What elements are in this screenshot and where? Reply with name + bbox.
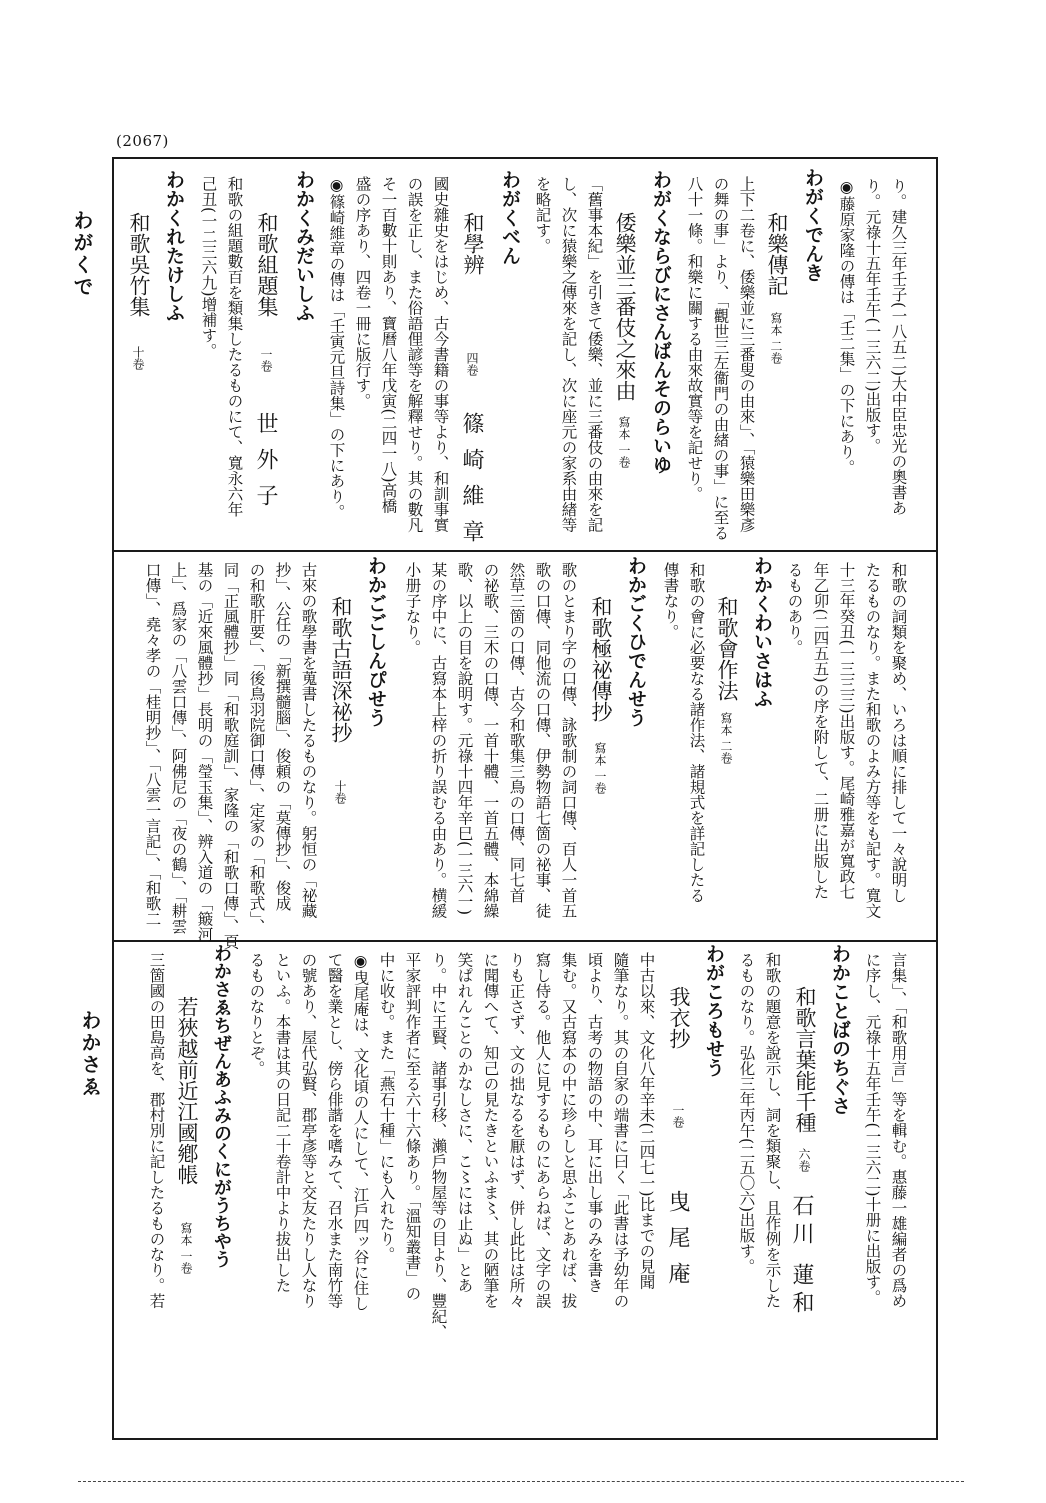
entry-author: 石川 蓮和 — [789, 1194, 814, 1319]
entry-volumes: 寫本 一卷 — [617, 416, 631, 468]
running-head-lower: わかさゑ — [78, 1010, 102, 1098]
entry-title: 和歌會作法 — [715, 596, 739, 701]
body-line: 和歌の組題數百を類集したるものにて、寬永六年 — [225, 176, 244, 517]
body-line: を略記す。 — [533, 176, 552, 254]
body-line: 歌、以上の目を說明す。元祿十四年辛巳(一三六一) — [455, 562, 474, 916]
entry-headword: わかくわいさはふ — [751, 556, 773, 708]
entry-headword: わかごごしんぴせう — [365, 556, 387, 727]
body-line: 歌の口傳、同他流の口傳、伊勢物語七箇の祕事、徒 — [533, 562, 552, 919]
body-line: の誤を正し、また俗語俚諺等を解釋せり。其の數凡 — [405, 176, 424, 533]
entry-volumes: 寫本 一卷 — [593, 742, 607, 794]
body-line: の舞の事」より、「觀世三左衞門の由緖の事」に至る — [711, 176, 730, 541]
entry-headword: わがころもせう — [703, 944, 725, 1077]
entry-volumes: 一卷 — [259, 348, 273, 372]
bottom-rule — [78, 1481, 964, 1482]
body-line: 國史雜史をはじめ、古今書籍の事等より、和訓事實 — [431, 176, 450, 533]
body-line: 小册子なり。 — [403, 562, 422, 655]
body-line: 言集」、「和歌用言」等を輯む。惠藤一雄編者の爲め — [889, 952, 908, 1309]
entry-title: 倭樂並三番伎之來由 — [613, 212, 637, 401]
body-line: 年乙卯(二四五五)の序を附して、二册に出版した — [811, 562, 830, 900]
body-line: り。元祿十五年壬午(一三六二)出版す。 — [863, 178, 882, 454]
body-line: ◉藤原家隆の傳は「壬二集」の下にあり。 — [837, 178, 856, 475]
body-line: 隨筆なり。其の自家の端書に曰く「此書は予幼年の — [611, 952, 630, 1309]
body-line: 集む。又古寫本の中に珍らしと思ふことあれば、拔 — [559, 952, 578, 1309]
entry-title: 和歌古語深祕抄 — [329, 596, 353, 743]
body-line: の和歌肝要」、「後鳥羽院御口傳」、定家の「和歌式」、 — [247, 562, 266, 934]
body-line: といふ。本書は其の日記二十卷計中より拔出した — [273, 952, 292, 1293]
body-line: 歌のとまり字の口傳、詠歌制の詞口傳、百人一首五 — [559, 562, 578, 919]
entry-title: 和樂傳記 — [765, 212, 789, 296]
body-line: 盛の序あり、四卷一冊に版行す。 — [353, 176, 372, 409]
entry-title: 和學辨 — [461, 212, 485, 275]
entry-title: 和歌言葉能千種 — [793, 986, 817, 1133]
entry-headword: わがくならびにさんばんそのらいゆ — [650, 170, 672, 474]
body-line: 和歌の題意を說示し、詞を類聚し、且作例を示した — [763, 952, 782, 1309]
body-line: 上下二卷に、倭樂並に三番叟の由來」、「猿樂田樂彥 — [737, 176, 756, 533]
body-line: 寫し侍る。他人に見するものにあらねば、文字の誤 — [533, 952, 552, 1309]
page-number: (2067) — [116, 132, 169, 150]
entry-volumes: 寫本 二卷 — [719, 712, 733, 764]
body-line: 傳書なり。 — [661, 562, 680, 640]
entry-title: 我衣抄 — [667, 986, 691, 1049]
body-line: 某の序中に、古寫本上梓の折り誤むる由あり。横緩 — [429, 562, 448, 919]
body-line: 十三年癸丑(一三三三)出版す。尾崎雅嘉が寬政七 — [837, 562, 856, 900]
body-line: に聞傳へて、知己の見たきといふま〻、其の陋筆を — [481, 952, 500, 1309]
entry-headword: わがくでんき — [802, 168, 824, 282]
body-line: るものなり。弘化三年丙午(二五〇六)出版す。 — [737, 952, 756, 1275]
entry-headword: わかことばのちぐさ — [829, 944, 851, 1115]
body-line: 抄」、公任の「新撰髓腦」、俊頼の「莫傳抄」、俊成 — [273, 562, 292, 911]
body-line: 同「正風體抄」同「和歌庭訓」、家隆の「和歌口傳」、頁 — [221, 562, 240, 950]
body-line: 口傳」、堯々孝の「桂明抄」、「八雲一言記」、「和歌二 — [143, 562, 162, 927]
running-head-upper: わがくで — [70, 210, 94, 298]
body-line: り。建久三年壬子(一八五二)大中臣忠光の奧書あ — [889, 178, 908, 516]
entry-headword: わかくれたけしふ — [163, 170, 185, 322]
body-line: 和歌の會に必要なる諸作法、諸規式を詳記したる — [687, 562, 706, 903]
body-line: し、次に猿樂之傳來を記し、次に座元の家系由緖等 — [559, 176, 578, 533]
body-line: ◉篠崎維章の傳は「壬寅元旦詩集」の下にあり。 — [327, 176, 346, 520]
entry-volumes: 十卷 — [333, 780, 347, 804]
section-divider — [113, 550, 937, 552]
body-line: 己丑(一二三六九)增補す。 — [199, 176, 218, 359]
entry-title: 和歌吳竹集 — [127, 212, 151, 317]
body-line: 頃より、古考の物語の中、耳に出し事のみを書き — [585, 952, 604, 1293]
entry-title: 和歌組題集 — [255, 212, 279, 317]
body-line: 中に收む。また「燕石十種」にも入れたり。 — [377, 952, 396, 1262]
body-line: 古來の歌學書を蒐書したるものなり。躬恒の「祕藏 — [299, 562, 318, 919]
body-line: ◉曳尾庵は、文化頃の人にして、江戶四ッ谷に住し — [351, 952, 370, 1311]
body-line: に序し、元祿十五年壬午(一三六二)十册に出版す。 — [863, 952, 882, 1306]
entry-headword: わかごくひでんせう — [625, 556, 647, 727]
entry-title: 若狹越前近江國鄕帳 — [175, 996, 199, 1185]
entry-volumes: 四卷 — [465, 352, 479, 376]
body-line: 和歌の詞類を聚め、いろは順に排して一々說明し — [889, 562, 908, 903]
body-line: たるものなり。また和歌のよみ方等をも記す。寬文 — [863, 562, 882, 919]
entry-headword: わかくみだいしふ — [293, 170, 315, 322]
entry-author: 世外子 — [253, 412, 278, 520]
body-line: 笑ぱれんことのかなしさに、こ〻には止ぬ」とあ — [455, 952, 474, 1293]
entry-volumes: 一卷 — [671, 1104, 685, 1128]
body-line: そ一百數十則あり、寶曆八年戊寅(二四一八)高橋 — [379, 176, 398, 514]
body-line: 然草三箇の口傳、古今和歌集三鳥の口傳、同七首 — [507, 562, 526, 903]
body-line: 三箇國の田島高を、郡村別に記したるものなり。若 — [147, 952, 166, 1309]
body-line: り。中に王賢、諸事引移、瀨戶物屋等の目より、豐紀、 — [429, 952, 448, 1340]
entry-headword: わがくべん — [499, 170, 521, 265]
body-line: の號あり、屋代弘賢、郡亭彥等と交友たりし人なり — [299, 952, 318, 1309]
body-line: 中古以來、文化八年辛未(二四七一)比までの見聞 — [637, 952, 656, 1290]
entry-headword: わかさゑちぜんあふみのくにがうちやう — [211, 944, 232, 1268]
entry-volumes: 六卷 — [797, 1148, 811, 1172]
entry-author: 篠崎維章 — [459, 412, 484, 556]
entry-volumes: 十卷 — [131, 346, 145, 370]
body-line: るものなりとぞ。 — [247, 952, 266, 1076]
entry-volumes: 寫本 二卷 — [769, 312, 783, 364]
body-line: 八十一條。和樂に關する由來故實等を記せり。 — [685, 176, 704, 502]
body-line: 基の「近來風體抄」長明の「瑩玉集」、辨入道の「簸河 — [195, 562, 214, 942]
body-line: 「舊事本紀」を引きて倭樂、並に三番伎の由來を記 — [585, 176, 604, 533]
entry-title: 和歌極祕傳抄 — [589, 596, 613, 722]
body-line: の祕歌、三木の口傳、一首十體、一首五體、本綿繰 — [481, 562, 500, 919]
body-line: 上」、爲家の「八雲口傳」、阿佛尼の「夜の鶴」、「耕雲 — [169, 562, 188, 934]
body-line: 平家評判作者に至る六十六條あり。「溫知叢書」の — [403, 952, 422, 1301]
body-line: て醫を業とし、傍ら俳諧を嗜みて、召水また南竹等 — [325, 952, 344, 1309]
body-line: るものあり。 — [785, 562, 804, 655]
entry-author: 曳尾庵 — [665, 1190, 690, 1298]
body-line: りも正さず、文の拙なるを厭はず、併し此比は所々 — [507, 952, 526, 1309]
entry-volumes: 寫本 一卷 — [179, 1222, 193, 1274]
